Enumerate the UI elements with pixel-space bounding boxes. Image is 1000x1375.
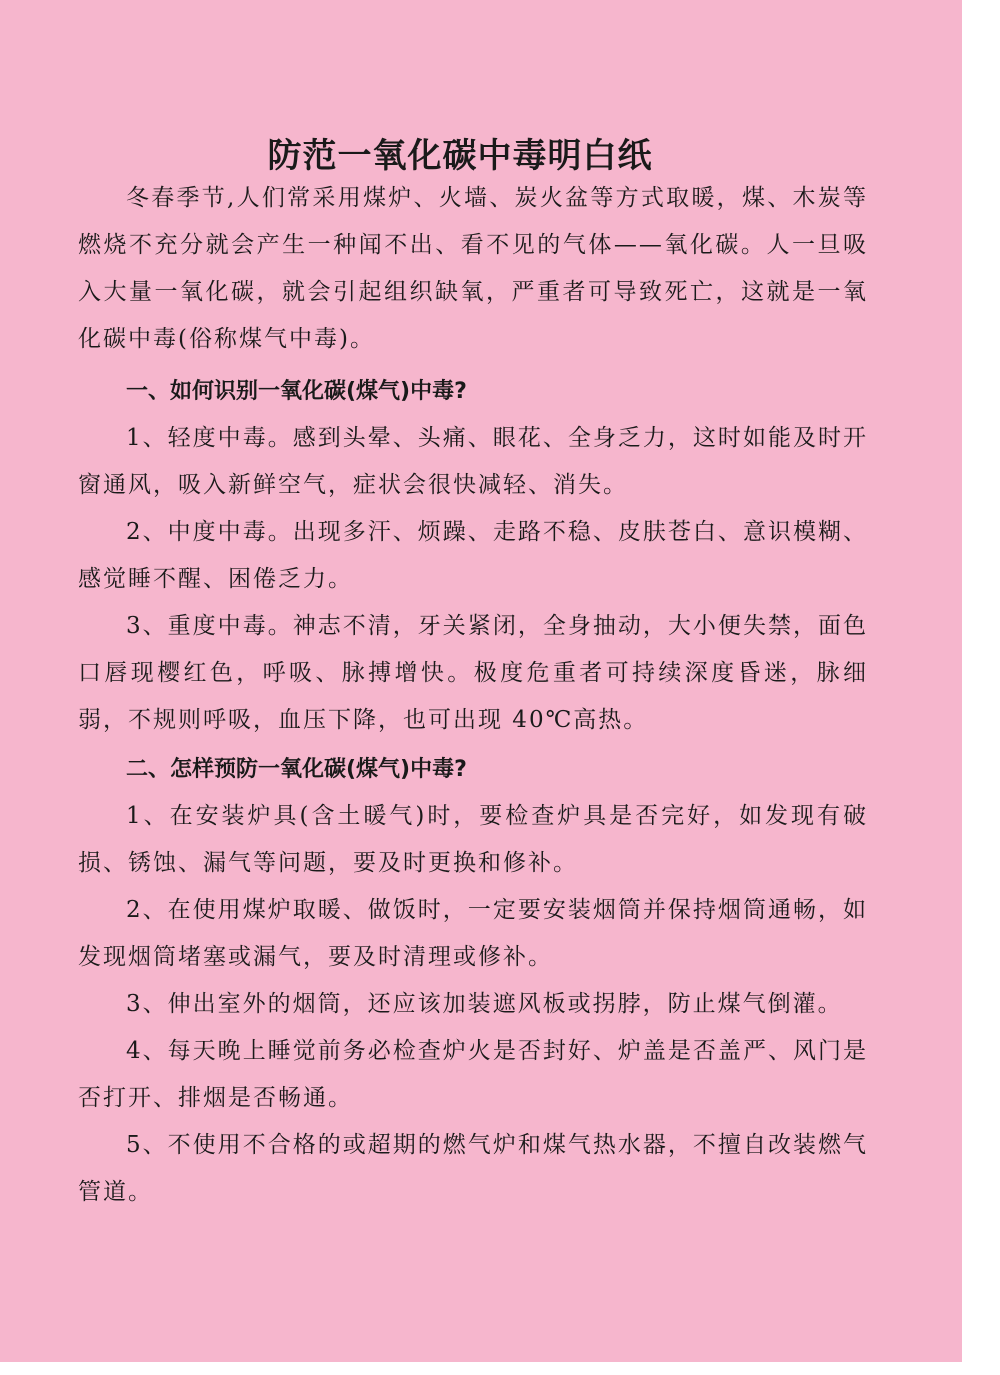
section-2-item-2: 2、在使用煤炉取暖、做饭时，一定要安装烟筒并保持烟筒通畅，如发现烟筒堵塞或漏气，要及时清理或修补。 [78,897,868,970]
section-2-item-1: 1、在安装炉具(含土暖气)时，要检查炉具是否完好，如发现有破损、锈蚀、漏气等问题，要及时更换和修补。 [78,803,868,876]
section-1-item-3: 3、重度中毒。神志不清，牙关紧闭，全身抽动，大小便失禁，面色口唇现樱红色，呼吸、脉搏增快。极度危重者可持续深度昏迷，脉细弱，不规则呼吸，血压下降，也可出现 40℃高热。 [78,613,868,733]
scan-margin [962,0,1000,1375]
document-title: 防范一氧化碳中毒明白纸 [267,136,653,176]
section-2-item-4: 4、每天晚上睡觉前务必检查炉火是否封好、炉盖是否盖严、风门是否打开、排烟是否畅通。 [78,1038,868,1111]
intro-paragraph: 冬春季节,人们常采用煤炉、火墙、炭火盆等方式取暖，煤、木炭等燃烧不充分就会产生一种闻不出、看不见的气体——氧化碳。人一旦吸入大量一氧化碳，就会引起组织缺氧，严重者可导致死亡，这就是一氧化碳中毒(俗称煤气中毒)。 [78,185,868,352]
section-1-heading: 一、如何识别一氧化碳(煤气)中毒? [126,379,467,404]
section-1-item-1: 1、轻度中毒。感到头晕、头痛、眼花、全身乏力，这时如能及时开窗通风，吸入新鲜空气，症状会很快减轻、消失。 [78,425,868,498]
section-2-heading: 二、怎样预防一氧化碳(煤气)中毒? [126,757,467,782]
section-1-item-2: 2、中度中毒。出现多汗、烦躁、走路不稳、皮肤苍白、意识模糊、感觉睡不醒、困倦乏力。 [78,519,868,592]
section-2-item-5: 5、不使用不合格的或超期的燃气炉和煤气热水器，不擅自改装燃气管道。 [78,1132,868,1205]
section-2-item-3: 3、伸出室外的烟筒，还应该加装遮风板或拐脖，防止煤气倒灌。 [126,991,843,1017]
